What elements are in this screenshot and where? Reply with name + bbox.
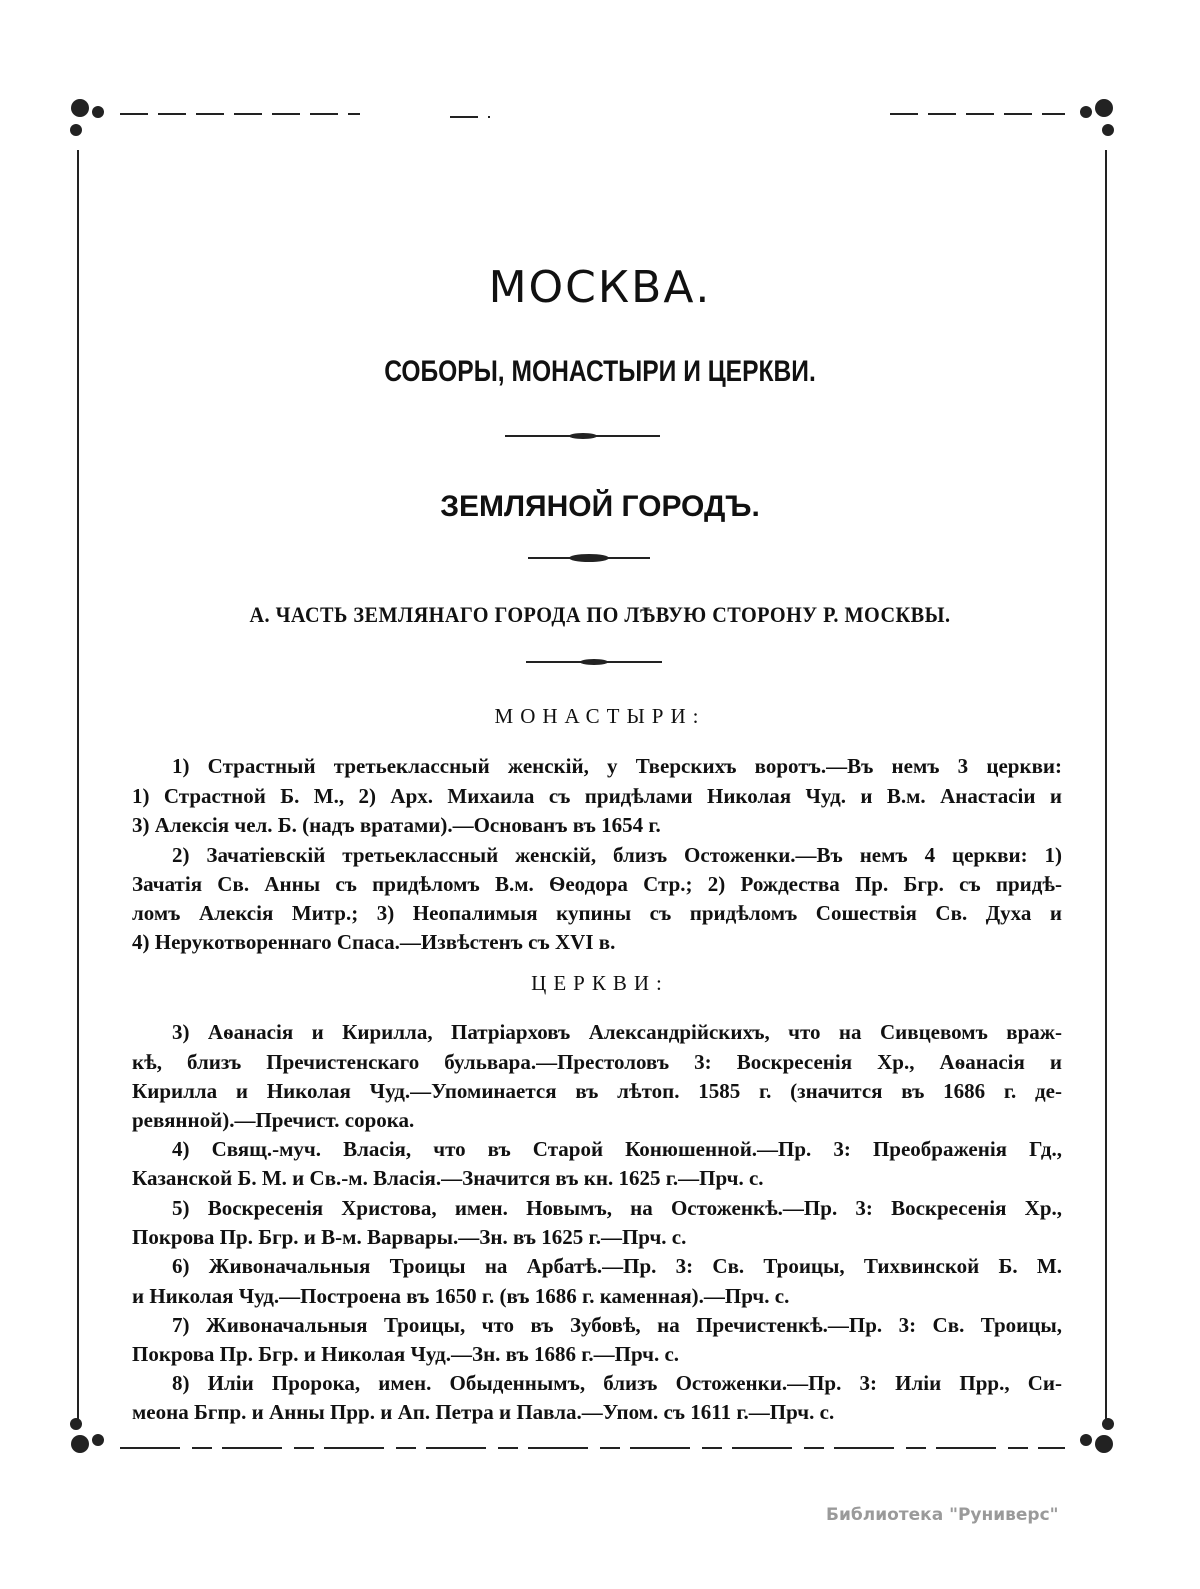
text-line: Казанской Б. М. и Св.-м. Власія.—Значится въ кн. 1625 г.—Прч. с.: [132, 1166, 764, 1190]
text-line: 5) Воскресенія Христова, имен. Новымъ, на Остоженкѣ.—Пр. 3: Воскресенія Хр.,: [172, 1196, 1062, 1220]
library-watermark: Библиотека "Руниверс": [826, 1505, 1059, 1525]
text-line: 1) Страстной Б. М., 2) Арх. Михаила съ придѣлами Николая Чуд. и В.м. Анастасіи и: [132, 784, 1062, 808]
text-line: Покрова Пр. Бгр. и В-м. Варвары.—Зн. въ 1625 г.—Прч. с.: [132, 1225, 687, 1249]
text-line: Зачатія Св. Анны съ придѣломъ В.м. Ѳеодора Стр.; 2) Рождества Пр. Бгр. съ придѣ-: [132, 872, 1062, 896]
text-line: ломъ Алексія Митр.; 3) Неопалимыя купины съ придѣломъ Сошествія Св. Духа и: [132, 901, 1062, 925]
text-line: 8) Иліи Пророка, имен. Обыденнымъ, близъ Остоженки.—Пр. 3: Иліи Прр., Си-: [172, 1371, 1062, 1395]
text-line: 2) Зачатіевскій третьеклассный женскій, близъ Остоженки.—Въ немъ 4 церкви: 1): [172, 843, 1062, 867]
monasteries-heading: МОНАСТЫРИ:: [494, 704, 706, 728]
text-line: кѣ, близъ Пречистенскаго бульвара.—Престоловъ 3: Воскресенія Хр., Аѳанасія и: [132, 1050, 1062, 1074]
text-line: 4) Нерукотвореннаго Спаса.—Извѣстенъ съ XVI в.: [132, 930, 616, 954]
text-line: 3) Алексія чел. Б. (надъ вратами).—Основанъ въ 1654 г.: [132, 813, 661, 837]
page-subtitle: СОБОРЫ, МОНАСТЫРИ И ЦЕРКВИ.: [384, 355, 816, 388]
text-line: меона Бгпр. и Анны Прр. и Ап. Петра и Павла.—Упом. съ 1611 г.—Прч. с.: [132, 1400, 835, 1424]
text-line: и Николая Чуд.—Построена въ 1650 г. (въ 1686 г. каменная).—Прч. с.: [132, 1284, 790, 1308]
text-line: Покрова Пр. Бгр. и Николая Чуд.—Зн. въ 1686 г.—Прч. с.: [132, 1342, 680, 1366]
text-line: 1) Страстный третьеклассный женскій, у Тверскихъ воротъ.—Въ немъ 3 церкви:: [172, 754, 1062, 778]
text-line: Кирилла и Николая Чуд.—Упоминается въ лѣтоп. 1585 г. (значится въ 1686 г. де-: [132, 1079, 1062, 1103]
text-line: 6) Живоначальныя Троицы на Арбатѣ.—Пр. 3: Св. Троицы, Тихвинской Б. М.: [172, 1254, 1062, 1278]
text-line: 7) Живоначальныя Троицы, что въ Зубовѣ, на Пречистенкѣ.—Пр. 3: Св. Троицы,: [172, 1313, 1062, 1337]
text-line: ревянной).—Пречист. сорока.: [132, 1108, 415, 1132]
part-title: А. ЧАСТЬ ЗЕМЛЯНАГО ГОРОДА ПО ЛѢВУЮ СТОРОНУ Р. МОСКВЫ.: [249, 602, 951, 627]
text-line: 3) Аѳанасія и Кирилла, Патріарховъ Александрійскихъ, что на Сивцевомъ враж-: [172, 1020, 1062, 1044]
churches-heading: ЦЕРКВИ:: [531, 971, 669, 995]
page-title: МОСКВА.: [488, 262, 712, 313]
text-line: 4) Свящ.-муч. Власія, что въ Старой Конюшенной.—Пр. 3: Преображенія Гд.,: [172, 1137, 1062, 1161]
section-title: ЗЕМЛЯНОЙ ГОРОДЪ.: [440, 490, 760, 523]
